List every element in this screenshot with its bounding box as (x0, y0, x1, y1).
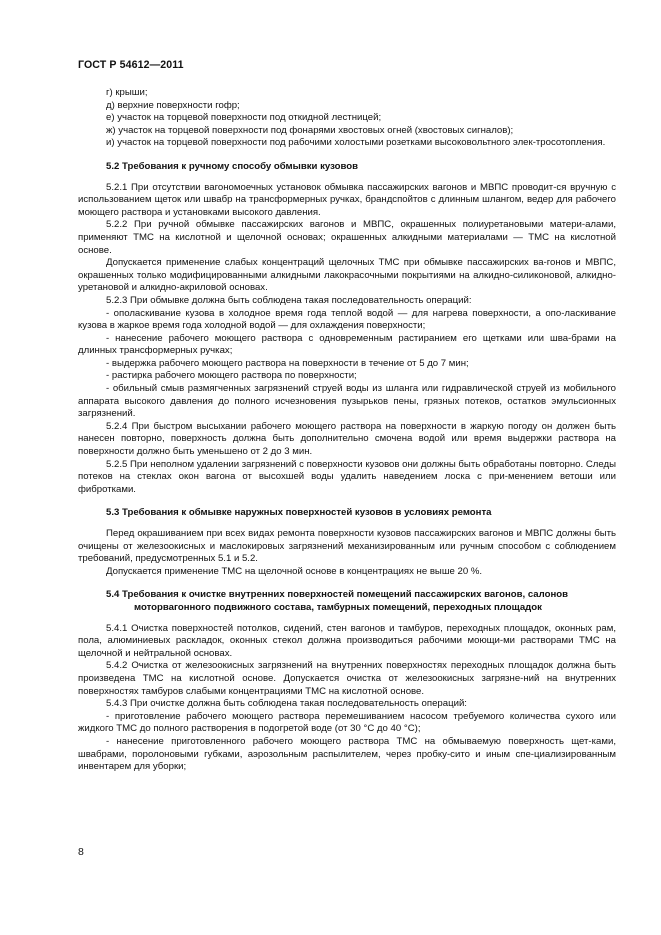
section-heading-5-3: 5.3 Требования к обмывке наружных поверхностей кузовов в условиях ремонта (106, 507, 492, 519)
paragraph-5-2-1: 5.2.1 При отсутствии вагономоечных установок обмывка пассажирских вагонов и МВПС проводит-ся вручную с использованием щеток или швабр на трансформерных ручках, брандспойтов с длинным шлангом, ведер для рабочего моющего раствора и установками высокого давления. (78, 181, 616, 218)
paragraph-5-4-1: 5.4.1 Очистка поверхностей потолков, сидений, стен вагонов и тамбуров, переходных площадок, оконных рам, пола, алюминиевых раскладок, оконных стекол должна производиться рабочими моющи-ми растворами ТМС на щелочной и нейтральной основах. (78, 622, 616, 659)
list-item: ж) участок на торцевой поверхности под фонарями хвостовых огней (хвостовых сигналов); (106, 124, 514, 136)
list-item: е) участок на торцевой поверхности под откидной лестницей; (106, 112, 382, 124)
paragraph-5-2-4: 5.2.4 При быстром высыхании рабочего моющего раствора на поверхности в жаркую погоду он должен быть нанесен повторно, поверхность должна быть дополнительно смочена водой или время выдержки раствора на поверхности должно быть уменьшено от 2 до 3 мин. (78, 420, 616, 458)
list-item: д) верхние поверхности гофр; (106, 99, 240, 111)
document-body (78, 87, 616, 774)
list-item: - растирка рабочего моющего раствора по поверхности; (106, 370, 357, 382)
list-item: и) участок на торцевой поверхности под рабочими холостыми розетками высоковольтного элек-тросотопления. (106, 137, 606, 149)
page-number: 8 (78, 846, 84, 858)
list-item: г) крыши; (106, 87, 148, 98)
list-item: - ополаскивание кузова в холодное время года теплой водой — для нагрева поверхности, а опо-ласкивание кузова в жаркое время года холодной водой — для охлаждения поверхности; (78, 307, 616, 332)
paragraph-5-2-5: 5.2.5 При неполном удалении загрязнений с поверхности кузовов они должны быть обработаны повторно. Следы потеков на стеклах окон вагона от высохшей воды удалить наведением лоска с при-менением ветоши или фибротками. (78, 458, 616, 495)
document-header: ГОСТ Р 54612—2011 (78, 59, 184, 71)
list-item: - выдержка рабочего моющего раствора на поверхности в течение от 5 до 7 мин; (106, 357, 469, 369)
paragraph-5-4-2: 5.4.2 Очистка от железоокисных загрязнений на внутренних поверхностях переходных площадок должна быть произведена ТМС на кислотной основе. Допускается очистка от железоокисных загрязне-ний на внутренних поверхностях тамбуров слабыми концентрациями ТМС на кислотной основе. (78, 660, 616, 697)
list-item: - приготовление рабочего моющего раствора перемешиванием насосом требуемого количества сухого или жидкого ТМС до полного растворения в подогретой воде (от 30 °С до 40 °С); (78, 710, 616, 735)
paragraph: Перед окрашиванием при всех видах ремонта поверхности кузовов пассажирских вагонов и МВПС должны быть очищены от железоокисных и маслокировых загрязнений механизированным или ручным способом с соблюдением требований, предусмотренных 5.1 и 5.2. (78, 528, 616, 565)
paragraph-5-2-3: 5.2.3 При обмывке должна быть соблюдена такая последовательность операций: (106, 294, 472, 306)
list-item: - нанесение приготовленного рабочего моющего раствора ТМС на обмываемую поверхность щет-ками, швабрами, поролоновыми губками, аэрозольным распылителем, через пробку-сито и иным спе-циализированным инвентарем для уборки; (78, 735, 616, 773)
list-item: - нанесение рабочего моющего раствора с одновременным растиранием его щетками или шва-брами на длинных трансформерных ручках; (78, 332, 616, 357)
section-heading-5-4: 5.4 Требования к очистке внутренних поверхностей помещений пассажирских вагонов, салонов моторвагонного подвижного состава, тамбурных помещений, переходных площадок (106, 589, 569, 613)
section-heading-5-2: 5.2 Требования к ручному способу обмывки кузовов (106, 160, 359, 172)
paragraph-5-2-2: 5.2.2 При ручной обмывке пассажирских вагонов и МВПС, окрашенных полиуретановыми матери-алами, применяют ТМС на кислотной и щелочной основах; окрашенных алкидными материалами — ТМС на кислотной основе. (78, 219, 616, 256)
paragraph: Допускается применение слабых концентраций щелочных ТМС при обмывке пассажирских ва-гонов и МВПС, окрашенных только модифицированными алкидными лакокрасочными покрытиями на алкидно-силиконовой, алкидно-уретановой и алкидно-акриловой основах. (78, 257, 616, 294)
list-item: - обильный смыв размягченных загрязнений струей воды из шланга или гидравлической струей из мобильного аппарата высокого давления до полного исчезновения пузырьков пены, грязных потеков, остатков эмульсионных загрязнений. (78, 383, 616, 420)
paragraph-5-4-3: 5.4.3 При очистке должна быть соблюдена такая последовательность операций: (106, 698, 467, 710)
paragraph: Допускается применение ТМС на щелочной основе в концентрациях не выше 20 %. (106, 565, 483, 577)
